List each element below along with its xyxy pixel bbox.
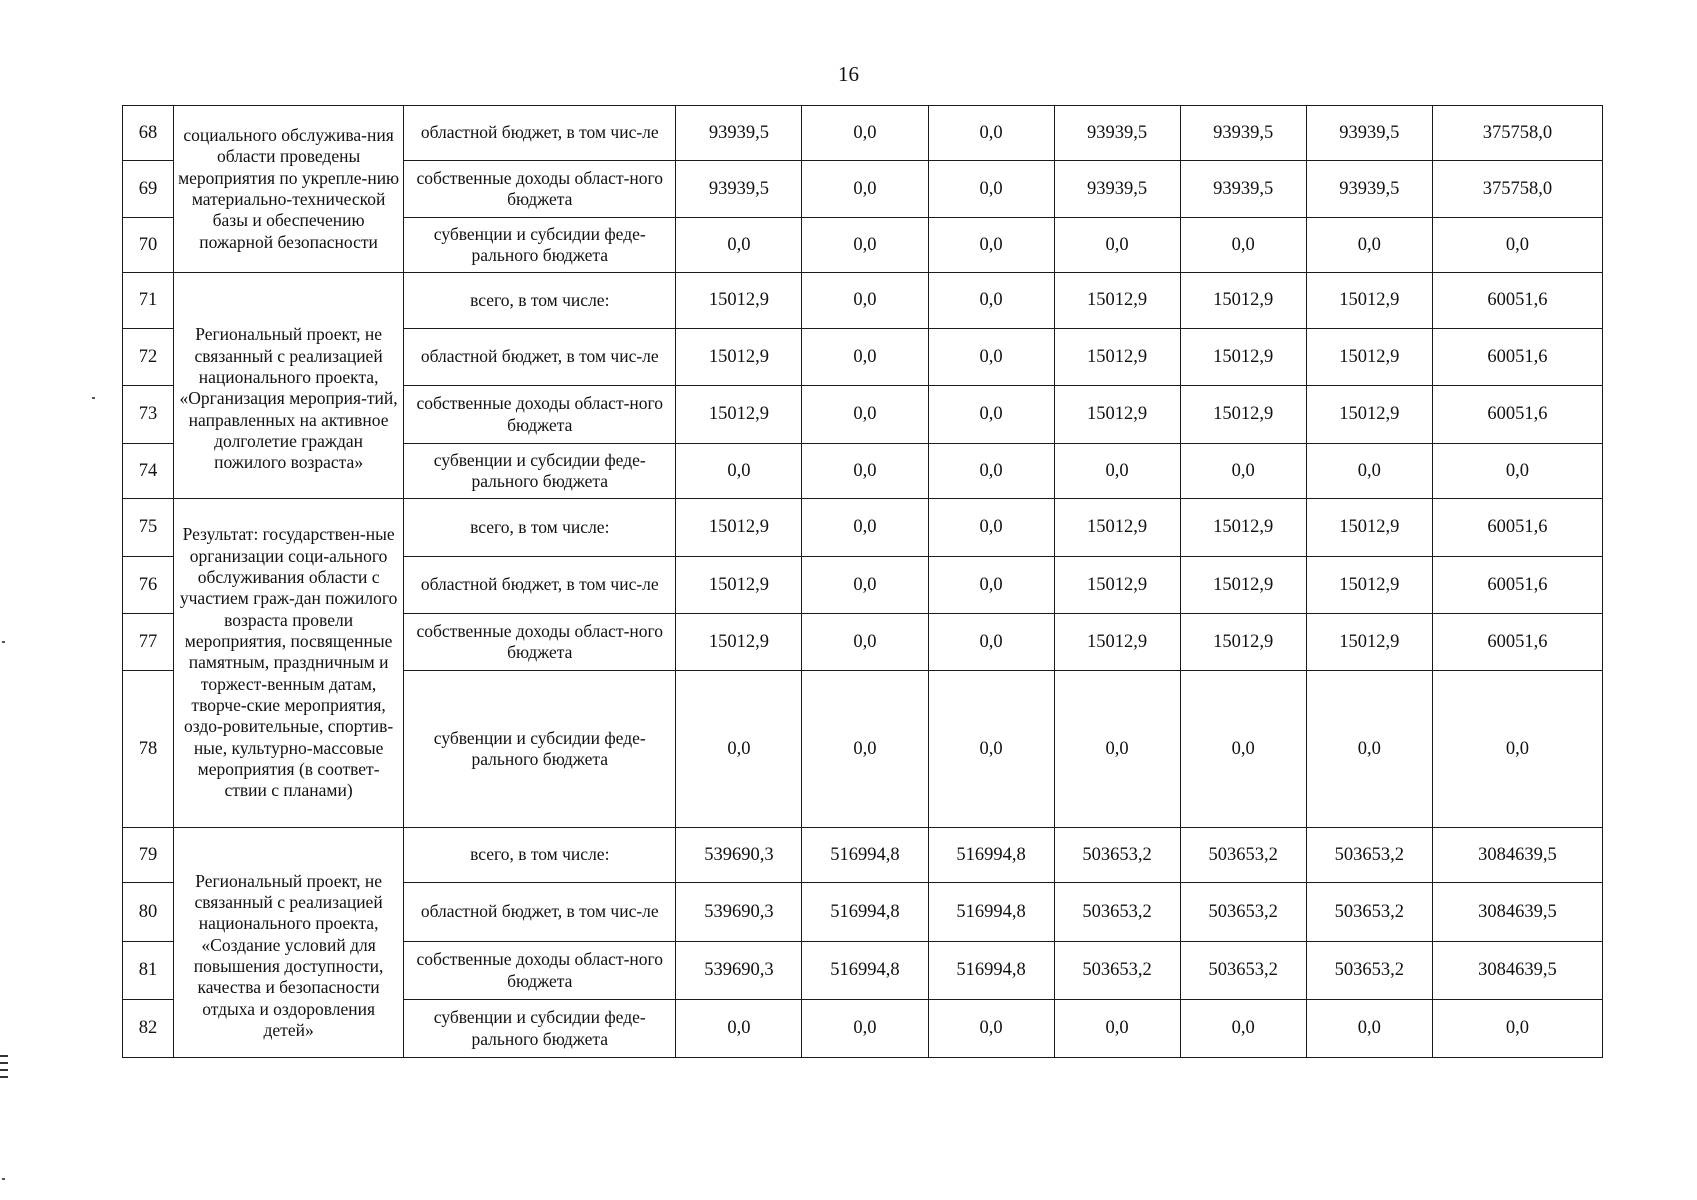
value-cell: 15012,9 [1180, 614, 1306, 671]
value-cell: 0,0 [1306, 218, 1432, 273]
measure-description: Региональный проект, не связанный с реализацией национального проекта, «Создание условий для повышения доступности, качества и безопасности отдыха и оздоровления детей» [174, 828, 404, 1058]
table-row [123, 273, 1603, 329]
value-cell: 503653,2 [1180, 942, 1306, 1000]
value-cell: 503653,2 [1306, 828, 1432, 883]
row-number: 74 [123, 444, 174, 499]
value-cell: 0,0 [928, 499, 1054, 557]
page-number: 16 [838, 62, 859, 86]
row-number: 77 [123, 614, 174, 671]
funding-source: субвенции и субсидии феде-рального бюджета [404, 218, 676, 273]
row-number: 72 [123, 329, 174, 386]
row-number: 71 [123, 273, 174, 329]
value-cell: 93939,5 [1180, 106, 1306, 161]
measure-description: Региональный проект, не связанный с реализацией национального проекта, «Организация мероприя-тий, направленных на активное долголетие граждан пожилого возраста» [174, 273, 404, 499]
value-cell: 0,0 [1054, 218, 1180, 273]
row-number: 82 [123, 1000, 174, 1058]
row-number: 80 [123, 883, 174, 942]
value-cell: 516994,8 [928, 942, 1054, 1000]
value-cell: 0,0 [928, 329, 1054, 386]
value-cell: 0,0 [928, 671, 1054, 828]
value-total-cell: 375758,0 [1432, 161, 1602, 218]
value-cell: 0,0 [802, 106, 928, 161]
funding-source: собственные доходы област-ного бюджета [404, 942, 676, 1000]
scan-edge-marks [0, 1055, 8, 1083]
value-cell: 503653,2 [1180, 883, 1306, 942]
scan-speck [92, 397, 95, 399]
row-number: 75 [123, 499, 174, 557]
value-total-cell: 0,0 [1432, 444, 1602, 499]
funding-source: собственные доходы област-ного бюджета [404, 614, 676, 671]
measure-description: Результат: государствен-ные организации соци-ального обслуживания области с участием граж-дан пожилого возраста провели мероприятия, посвященные памятным, праздничным и торжест-венным датам, творче-ские мероприятия, оздо-ровительные, спортив-ные, культурно-массовые мероприятия (в соответ-ствии с планами) [174, 499, 404, 828]
value-total-cell: 60051,6 [1432, 557, 1602, 614]
value-cell: 0,0 [1180, 671, 1306, 828]
value-cell: 15012,9 [1180, 329, 1306, 386]
value-cell: 0,0 [928, 1000, 1054, 1058]
value-cell: 93939,5 [676, 161, 802, 218]
value-total-cell: 0,0 [1432, 671, 1602, 828]
funding-source: всего, в том числе: [404, 499, 676, 557]
value-cell: 15012,9 [1306, 499, 1432, 557]
value-cell: 15012,9 [1054, 614, 1180, 671]
value-cell: 15012,9 [1306, 386, 1432, 444]
value-cell: 0,0 [802, 557, 928, 614]
value-total-cell: 0,0 [1432, 1000, 1602, 1058]
funding-source: областной бюджет, в том чис-ле [404, 557, 676, 614]
funding-source: всего, в том числе: [404, 828, 676, 883]
value-cell: 0,0 [1180, 1000, 1306, 1058]
value-cell: 0,0 [928, 557, 1054, 614]
value-cell: 0,0 [802, 273, 928, 329]
value-cell: 15012,9 [1306, 329, 1432, 386]
value-total-cell: 60051,6 [1432, 386, 1602, 444]
value-cell: 15012,9 [1054, 273, 1180, 329]
value-cell: 0,0 [928, 444, 1054, 499]
value-cell: 516994,8 [802, 828, 928, 883]
value-cell: 15012,9 [1054, 499, 1180, 557]
value-cell: 15012,9 [1306, 273, 1432, 329]
value-cell: 15012,9 [1054, 386, 1180, 444]
value-cell: 93939,5 [1054, 161, 1180, 218]
row-number: 81 [123, 942, 174, 1000]
value-cell: 503653,2 [1306, 942, 1432, 1000]
value-cell: 516994,8 [928, 883, 1054, 942]
value-cell: 93939,5 [1306, 106, 1432, 161]
value-cell: 0,0 [802, 218, 928, 273]
value-total-cell: 60051,6 [1432, 329, 1602, 386]
value-cell: 93939,5 [1306, 161, 1432, 218]
value-cell: 503653,2 [1180, 828, 1306, 883]
funding-source: субвенции и субсидии феде-рального бюджета [404, 444, 676, 499]
value-cell: 0,0 [1306, 1000, 1432, 1058]
value-cell: 15012,9 [676, 499, 802, 557]
value-cell: 0,0 [1306, 671, 1432, 828]
table-row [123, 499, 1603, 557]
value-cell: 0,0 [676, 1000, 802, 1058]
value-cell: 0,0 [676, 444, 802, 499]
row-number: 68 [123, 106, 174, 161]
value-cell: 0,0 [1180, 218, 1306, 273]
value-cell: 516994,8 [802, 942, 928, 1000]
value-cell: 0,0 [928, 273, 1054, 329]
value-total-cell: 0,0 [1432, 218, 1602, 273]
value-cell: 15012,9 [1180, 386, 1306, 444]
value-total-cell: 60051,6 [1432, 499, 1602, 557]
value-cell: 0,0 [1054, 1000, 1180, 1058]
funding-source: субвенции и субсидии феде-рального бюджета [404, 1000, 676, 1058]
value-cell: 15012,9 [1180, 273, 1306, 329]
row-number: 79 [123, 828, 174, 883]
value-cell: 0,0 [1180, 444, 1306, 499]
value-cell: 93939,5 [1054, 106, 1180, 161]
value-cell: 0,0 [928, 161, 1054, 218]
value-cell: 15012,9 [1306, 557, 1432, 614]
funding-source: всего, в том числе: [404, 273, 676, 329]
value-cell: 93939,5 [676, 106, 802, 161]
value-cell: 539690,3 [676, 828, 802, 883]
value-total-cell: 3084639,5 [1432, 942, 1602, 1000]
funding-source: областной бюджет, в том чис-ле [404, 883, 676, 942]
value-cell: 0,0 [928, 106, 1054, 161]
value-cell: 15012,9 [1054, 329, 1180, 386]
funding-source: собственные доходы област-ного бюджета [404, 161, 676, 218]
value-cell: 0,0 [802, 386, 928, 444]
value-cell: 516994,8 [928, 828, 1054, 883]
value-cell: 0,0 [802, 161, 928, 218]
scan-speck [2, 641, 5, 643]
value-cell: 0,0 [802, 671, 928, 828]
scan-speck [2, 1178, 5, 1180]
row-number: 76 [123, 557, 174, 614]
value-total-cell: 3084639,5 [1432, 883, 1602, 942]
value-cell: 503653,2 [1054, 942, 1180, 1000]
value-cell: 0,0 [928, 614, 1054, 671]
table-row [123, 828, 1603, 883]
row-number: 73 [123, 386, 174, 444]
row-number: 78 [123, 671, 174, 828]
value-cell: 503653,2 [1054, 883, 1180, 942]
value-total-cell: 60051,6 [1432, 273, 1602, 329]
value-cell: 15012,9 [1306, 614, 1432, 671]
value-cell: 0,0 [676, 671, 802, 828]
value-cell: 0,0 [802, 614, 928, 671]
table-row [123, 106, 1603, 161]
value-cell: 93939,5 [1180, 161, 1306, 218]
funding-source: собственные доходы област-ного бюджета [404, 386, 676, 444]
value-cell: 0,0 [802, 329, 928, 386]
value-cell: 15012,9 [676, 614, 802, 671]
value-cell: 15012,9 [1180, 557, 1306, 614]
value-cell: 15012,9 [676, 329, 802, 386]
value-cell: 0,0 [928, 386, 1054, 444]
value-cell: 539690,3 [676, 883, 802, 942]
value-cell: 503653,2 [1306, 883, 1432, 942]
value-cell: 539690,3 [676, 942, 802, 1000]
value-cell: 0,0 [676, 218, 802, 273]
value-cell: 0,0 [1054, 671, 1180, 828]
value-total-cell: 375758,0 [1432, 106, 1602, 161]
value-cell: 0,0 [1306, 444, 1432, 499]
value-cell: 15012,9 [1054, 557, 1180, 614]
value-cell: 15012,9 [676, 386, 802, 444]
value-cell: 15012,9 [676, 557, 802, 614]
value-cell: 0,0 [1054, 444, 1180, 499]
measure-description: социального обслужива-ния области проведены мероприятия по укрепле-нию материально-технической базы и обеспечению пожарной безопасности [174, 106, 404, 273]
value-cell: 0,0 [802, 444, 928, 499]
value-cell: 516994,8 [802, 883, 928, 942]
funding-source: областной бюджет, в том чис-ле [404, 106, 676, 161]
value-cell: 0,0 [802, 1000, 928, 1058]
value-cell: 0,0 [802, 499, 928, 557]
funding-source: областной бюджет, в том чис-ле [404, 329, 676, 386]
row-number: 69 [123, 161, 174, 218]
value-cell: 15012,9 [676, 273, 802, 329]
table-body [123, 106, 1603, 1058]
value-cell: 503653,2 [1054, 828, 1180, 883]
funding-source: субвенции и субсидии феде-рального бюджета [404, 671, 676, 828]
value-total-cell: 60051,6 [1432, 614, 1602, 671]
budget-table [122, 105, 1603, 1058]
value-cell: 0,0 [928, 218, 1054, 273]
value-cell: 15012,9 [1180, 499, 1306, 557]
row-number: 70 [123, 218, 174, 273]
value-total-cell: 3084639,5 [1432, 828, 1602, 883]
